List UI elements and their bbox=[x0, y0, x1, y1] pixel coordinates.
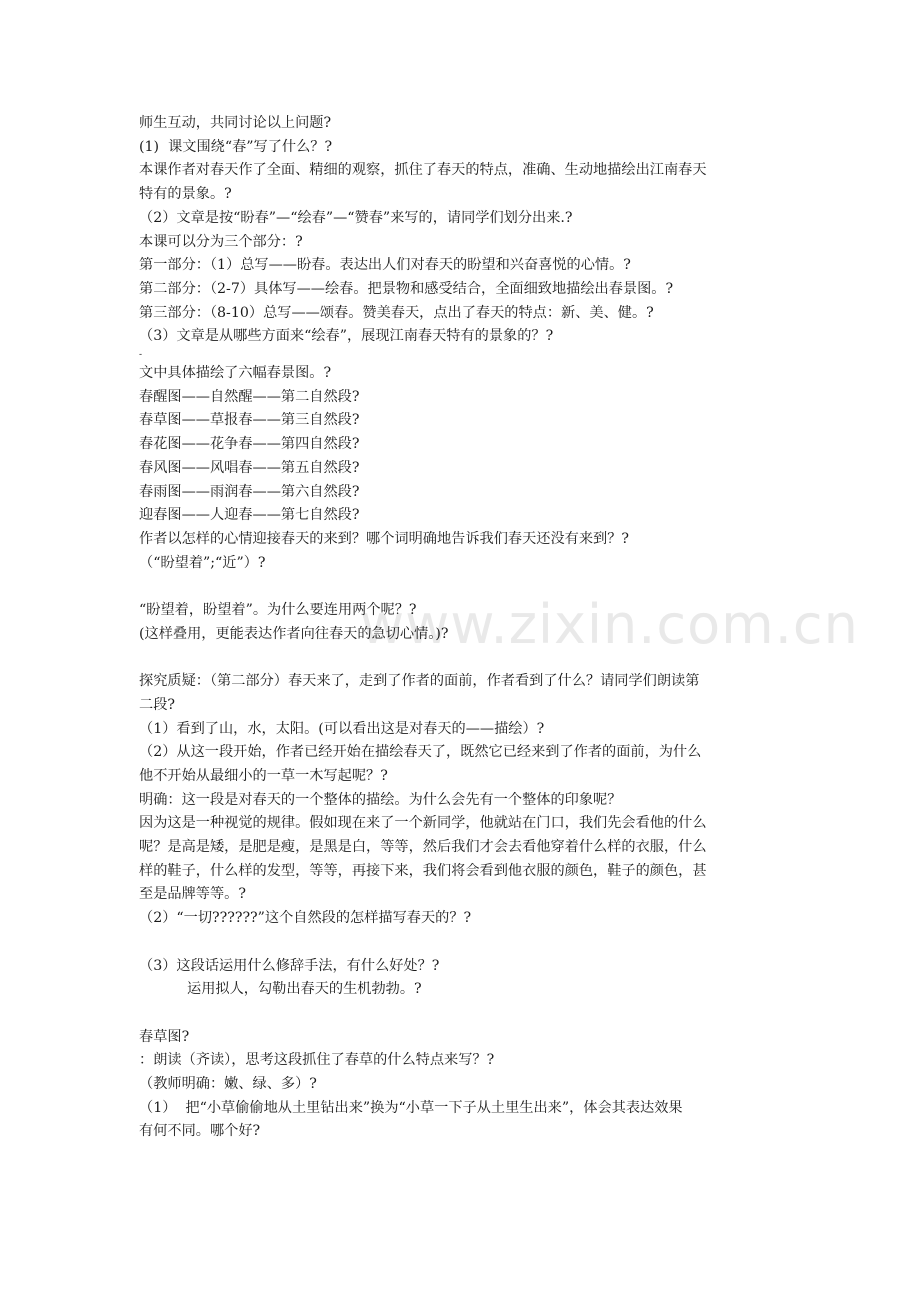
text-line: 文中具体描绘了六幅春景图。? bbox=[139, 365, 332, 382]
text-line: 第一部分：（1）总写——盼春。表达出人们对春天的盼望和兴奋喜悦的心情。? bbox=[139, 257, 631, 274]
section-heading: 春草图? bbox=[139, 1028, 190, 1045]
text-line: “盼望着，盼望着”。为什么要连用两个呢？? bbox=[139, 602, 417, 619]
text-line: （1）看到了山，水，太阳。(可以看出这是对春天的——描绘）? bbox=[139, 720, 545, 737]
blank-line bbox=[139, 1002, 787, 1026]
list-item: 春风图——风唱春——第五自然段? bbox=[139, 459, 360, 476]
blank-line bbox=[139, 575, 787, 599]
text-line: 有何不同。哪个好? bbox=[139, 1123, 261, 1140]
text-line: ：朗读（齐读），思考这段抓住了春草的什么特点来写？? bbox=[139, 1052, 495, 1069]
list-item: 春醒图——自然醒——第二自然段? bbox=[139, 388, 360, 405]
blank-line bbox=[139, 646, 787, 670]
blank-line bbox=[139, 931, 787, 955]
text-line: （教师明确：嫩、绿、多）? bbox=[139, 1076, 317, 1093]
text-line: 样的鞋子，什么样的发型，等等，再接下来，我们将会看到他衣服的颜色，鞋子的颜色，甚 bbox=[139, 862, 707, 879]
text-line: 第二部分：（2-7）具体写——绘春。把景物和感受结合，全面细致地描绘出春景图。? bbox=[139, 280, 674, 297]
text-line: （3）文章是从哪些方面来“绘春”，展现江南春天特有的景象的？? bbox=[139, 328, 554, 345]
text-line: 运用拟人，勾勒出春天的生机勃勃。? bbox=[187, 981, 422, 998]
text-line: （1） 把“小草偷偷地从土里钻出来”换为“小草一下子从土里生出来”，体会其表达效果 bbox=[139, 1099, 683, 1116]
text-line: 二段? bbox=[139, 696, 175, 713]
text-line: 呢？是高是矮，是肥是瘦，是黑是白，等等，然后我们才会去看他穿着什么样的衣服，什么 bbox=[139, 839, 707, 856]
dash-mark: - bbox=[139, 350, 143, 361]
text-line: 特有的景象。? bbox=[139, 186, 232, 203]
document-body bbox=[139, 112, 787, 1144]
text-line: （“盼望着”;“近”）? bbox=[139, 554, 266, 571]
text-line: (这样叠用，更能表达作者向往春天的急切心情。)? bbox=[139, 625, 449, 642]
list-item: 春草图——草报春——第三自然段? bbox=[139, 412, 360, 429]
text-line: 作者以怎样的心情迎接春天的来到？哪个词明确地告诉我们春天还没有来到？? bbox=[139, 530, 629, 547]
list-item: 迎春图——人迎春——第七自然段? bbox=[139, 507, 360, 524]
text-line: （2）文章是按“盼春”—“绘春”—“赞春”来写的，请同学们划分出来.? bbox=[139, 209, 573, 226]
text-line: 本课作者对春天作了全面、精细的观察，抓住了春天的特点，准确、生动地描绘出江南春天 bbox=[139, 162, 707, 179]
text-line: 第三部分：（8-10）总写——颂春。赞美春天，点出了春天的特点：新、美、健。? bbox=[139, 304, 654, 321]
text-line: （2）“一切??????”这个自然段的怎样描写春天的？? bbox=[139, 910, 472, 927]
watermark: www.zixin.com.cn bbox=[360, 593, 859, 656]
text-line: 因为这是一种视觉的规律。假如现在来了一个新同学，他就站在门口，我们先会看他的什么 bbox=[139, 815, 707, 832]
list-item: 春花图——花争春——第四自然段? bbox=[139, 436, 360, 453]
text-line: 他不开始从最细小的一草一木写起呢？? bbox=[139, 767, 388, 784]
text-line: (1) 课文围绕“春”写了什么？? bbox=[139, 138, 333, 155]
text-line: 本课可以分为三个部分：? bbox=[139, 233, 303, 250]
text-line: 探究质疑：（第二部分）春天来了，走到了作者的面前，作者看到了什么？请同学们朗读第 bbox=[139, 673, 700, 690]
text-line: 师生互动，共同讨论以上问题? bbox=[139, 115, 332, 131]
text-line: 至是品牌等等。? bbox=[139, 886, 246, 903]
text-line: 明确：这一段是对春天的一个整体的描绘。为什么会先有一个整体的印象呢？ bbox=[139, 791, 622, 808]
text-line: （2）从这一段开始，作者已经开始在描绘春天了，既然它已经来到了作者的面前，为什么 bbox=[139, 744, 702, 761]
text-line: （3）这段话运用什么修辞手法，有什么好处？? bbox=[139, 957, 440, 974]
list-item: 春雨图——雨润春——第六自然段? bbox=[139, 483, 360, 500]
